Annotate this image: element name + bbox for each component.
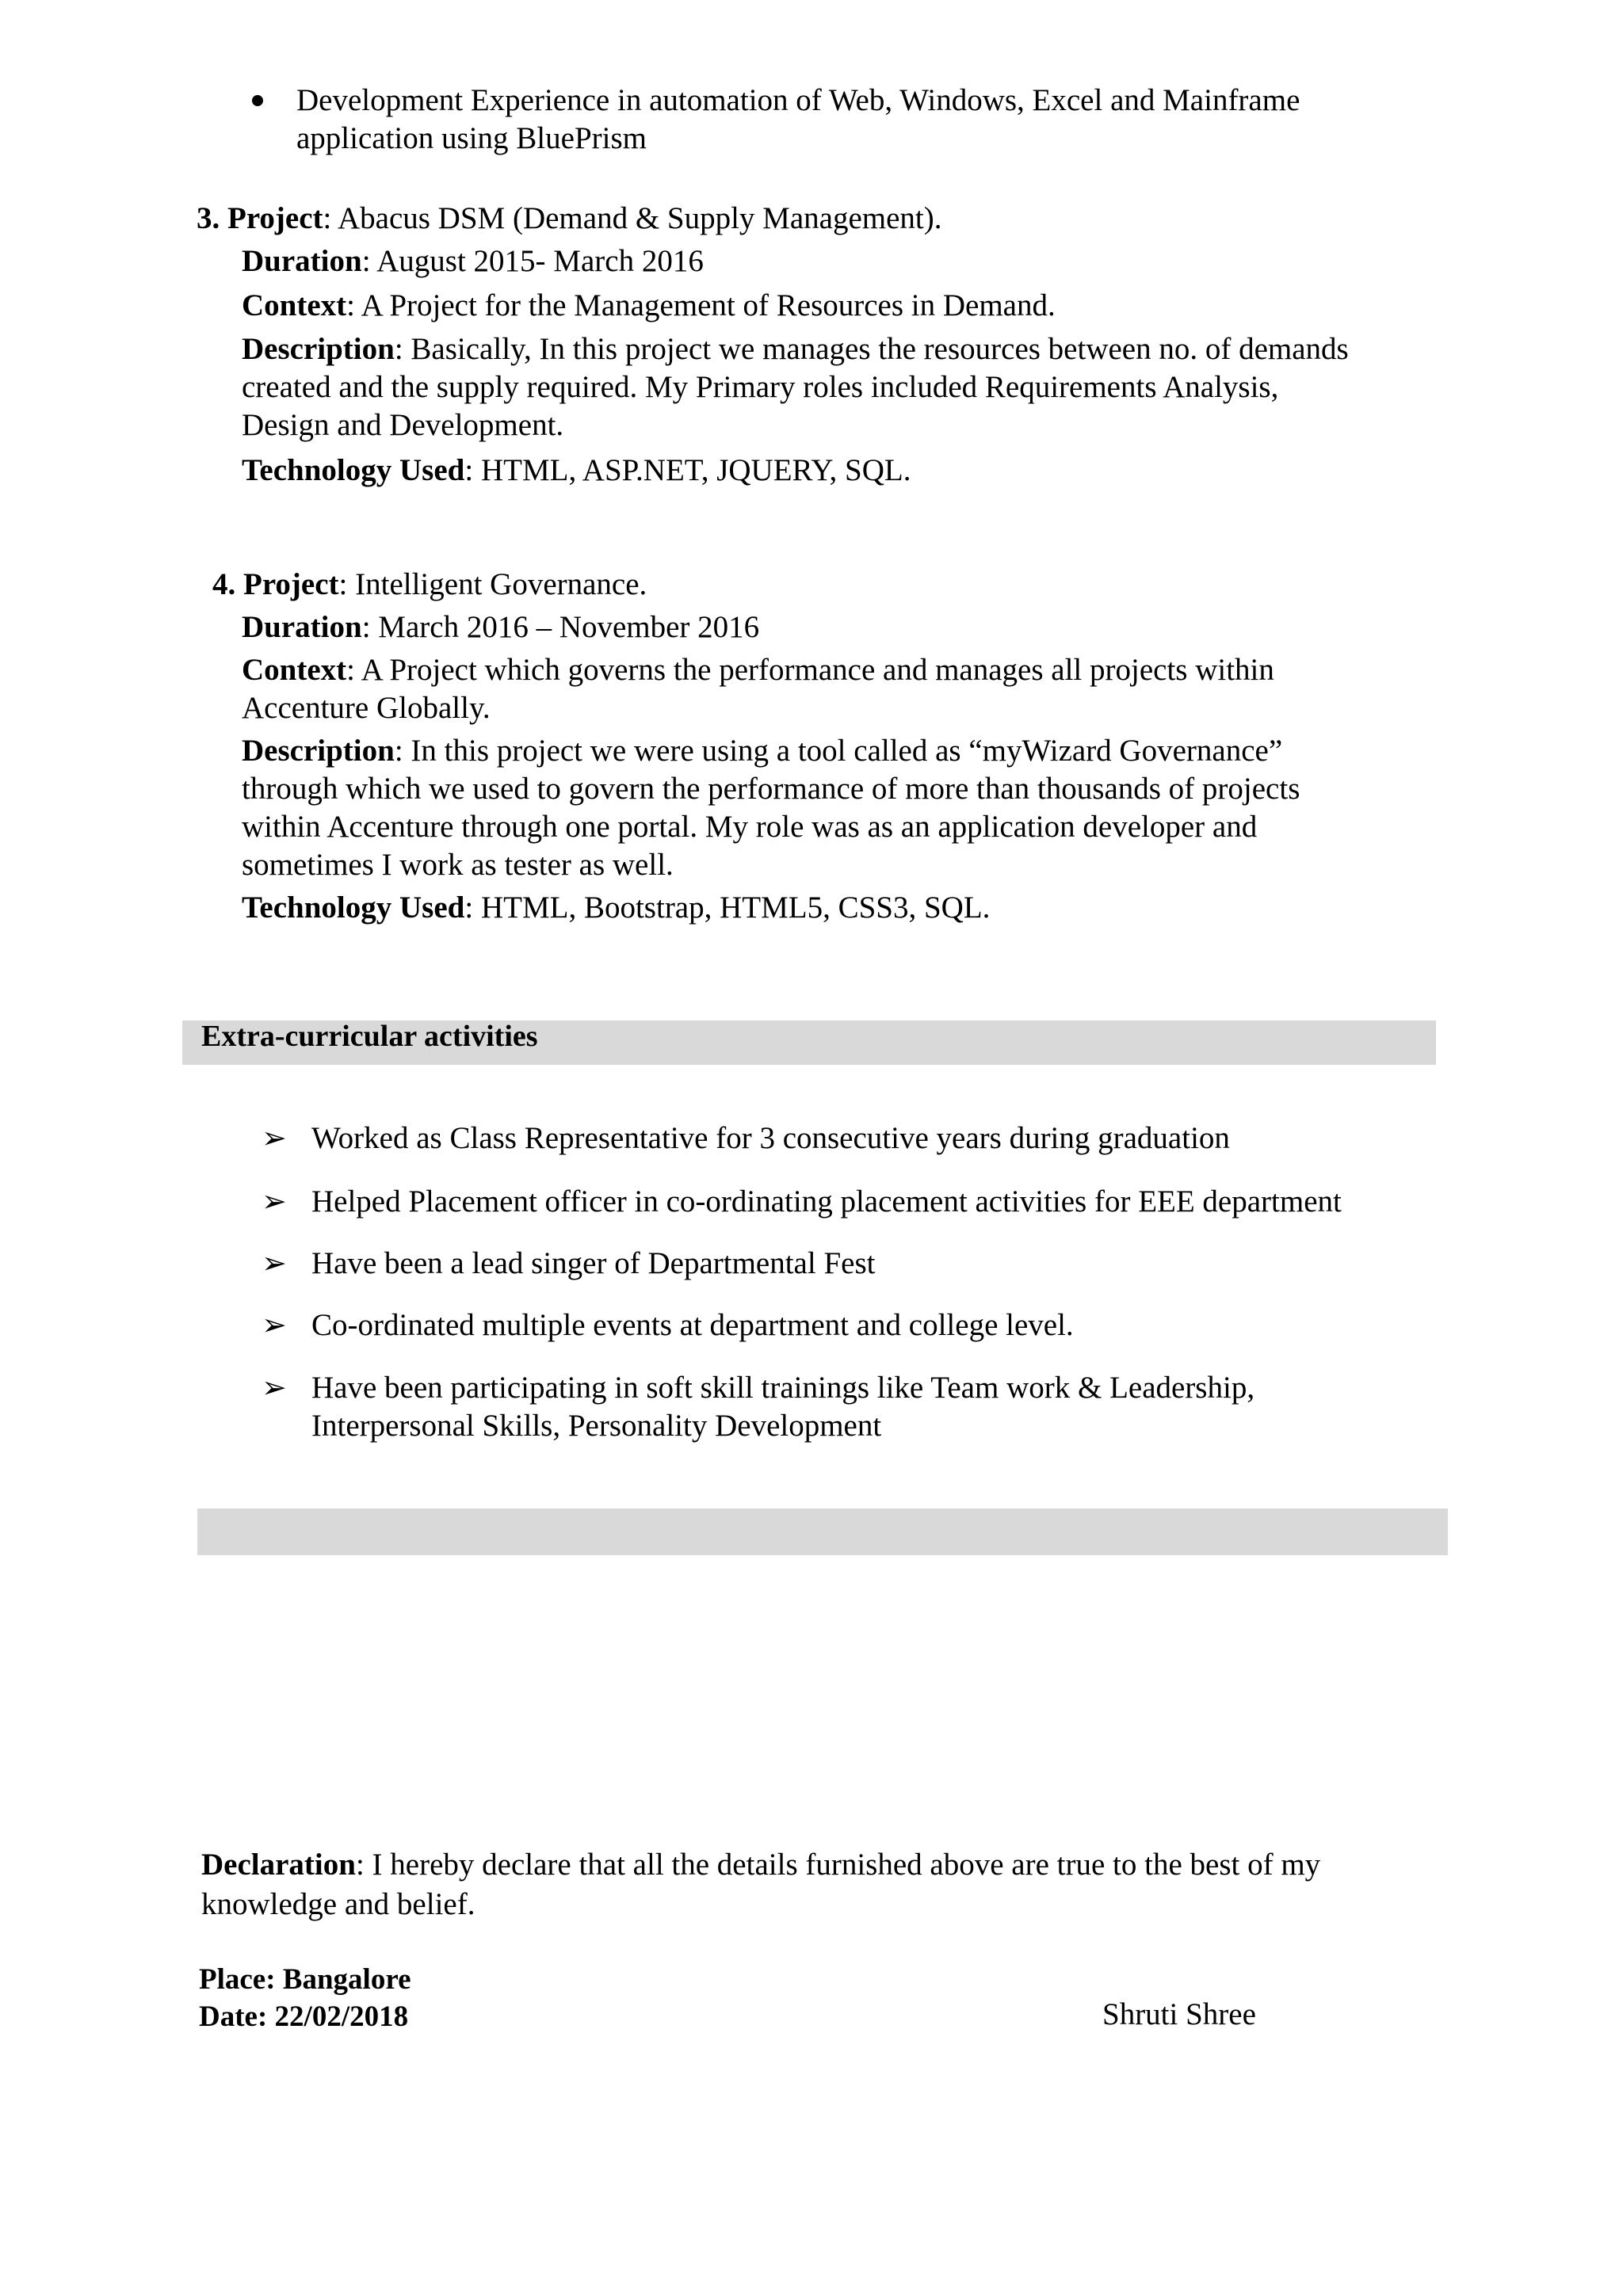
project-3-technology: Technology Used: HTML, ASP.NET, JQUERY, SQL.: [242, 453, 911, 487]
duration-label: Duration: [242, 610, 362, 644]
empty-section-band: [197, 1508, 1448, 1555]
duration-label: Duration: [242, 244, 362, 278]
context-label: Context: [242, 288, 347, 322]
project-number: 4.: [212, 567, 236, 601]
intro-bullet-line2: application using BluePrism: [296, 121, 647, 155]
list-item: Helped Placement officer in co-ordinating placement activities for EEE department: [311, 1184, 1342, 1219]
arrow-bullet-icon: ➢: [262, 1120, 287, 1155]
project-name: Abacus DSM (Demand & Supply Management).: [337, 201, 942, 235]
description-text: Basically, In this project we manages the resources between no. of demands: [411, 332, 1349, 366]
place-value: Bangalore: [282, 1963, 411, 1996]
project-4-description-line4: sometimes I work as tester as well.: [242, 848, 674, 882]
project-4-context-line1: Context: A Project which governs the performance and manages all projects within: [242, 653, 1274, 687]
list-item: Have been a lead singer of Departmental Fest: [311, 1246, 876, 1280]
declaration-label: Declaration: [201, 1848, 356, 1882]
project-4-description-line3: within Accenture through one portal. My role was as an application developer and: [242, 810, 1258, 844]
list-item-continuation: Interpersonal Skills, Personality Development: [311, 1409, 882, 1443]
project-4-heading: 4. Project: Intelligent Governance.: [212, 567, 647, 601]
declaration-line1: Declaration: I hereby declare that all the details furnished above are true to the best of my: [201, 1848, 1321, 1882]
list-item: Co-ordinated multiple events at department and college level.: [311, 1308, 1074, 1342]
description-text: In this project we were using a tool called as “myWizard Governance”: [411, 734, 1283, 768]
list-item: Worked as Class Representative for 3 consecutive years during graduation: [311, 1121, 1230, 1155]
intro-bullet-line1: Development Experience in automation of Web, Windows, Excel and Mainframe: [296, 83, 1300, 117]
duration-value: August 2015- March 2016: [376, 244, 704, 278]
technology-value: HTML, ASP.NET, JQUERY, SQL.: [480, 453, 911, 487]
description-label: Description: [242, 734, 395, 768]
project-4-duration: Duration: March 2016 – November 2016: [242, 610, 760, 644]
project-3-description-line2: created and the supply required. My Primary roles included Requirements Analysis,: [242, 370, 1279, 404]
place-label: Place:: [199, 1963, 276, 1996]
date-label: Date:: [199, 2000, 268, 2033]
date-line: [199, 1998, 408, 2036]
date-value: 22/02/2018: [274, 2000, 409, 2033]
arrow-bullet-icon: ➢: [262, 1245, 287, 1280]
project-number: 3: [197, 201, 212, 235]
project-3-description-line1: Description: Basically, In this project we manages the resources between no. of demands: [242, 332, 1349, 366]
technology-label: Technology Used: [242, 453, 465, 487]
arrow-bullet-icon: ➢: [262, 1307, 287, 1342]
project-label: Project: [243, 567, 339, 601]
bullet-dot-icon: [252, 95, 263, 106]
project-label: . Project: [212, 201, 323, 235]
arrow-bullet-icon: ➢: [262, 1184, 287, 1219]
list-item: Have been participating in soft skill trainings like Team work & Leadership,: [311, 1371, 1255, 1405]
project-3-duration: Duration: August 2015- March 2016: [242, 244, 704, 278]
context-value: A Project for the Management of Resources in Demand.: [361, 288, 1056, 322]
context-label: Context: [242, 653, 347, 687]
context-value: A Project which governs the performance and manages all projects within: [361, 653, 1274, 687]
project-4-description-line2: through which we used to govern the performance of more than thousands of projects: [242, 772, 1300, 806]
arrow-bullet-icon: ➢: [262, 1370, 287, 1405]
project-4-description-line1: Description: In this project we were using a tool called as “myWizard Governance”: [242, 734, 1283, 768]
technology-label: Technology Used: [242, 891, 465, 925]
technology-value: HTML, Bootstrap, HTML5, CSS3, SQL.: [480, 891, 991, 925]
declaration-text: I hereby declare that all the details furnished above are true to the best of my: [372, 1848, 1321, 1882]
description-label: Description: [242, 332, 395, 366]
project-3-description-line3: Design and Development.: [242, 408, 564, 442]
signature-name: Shruti Shree: [1102, 1997, 1256, 2031]
project-name: Intelligent Governance.: [355, 567, 647, 601]
place-line: [199, 1961, 411, 1999]
project-4-context-line2: Accenture Globally.: [242, 691, 491, 725]
declaration-line2: knowledge and belief.: [201, 1887, 475, 1921]
project-4-technology: Technology Used: HTML, Bootstrap, HTML5, CSS3, SQL.: [242, 891, 991, 925]
project-3-heading: 3. Project: Abacus DSM (Demand & Supply Management).: [197, 201, 942, 235]
project-3-context: Context: A Project for the Management of Resources in Demand.: [242, 288, 1056, 322]
duration-value: March 2016 – November 2016: [378, 610, 760, 644]
section-title: Extra-curricular activities: [201, 1020, 538, 1053]
